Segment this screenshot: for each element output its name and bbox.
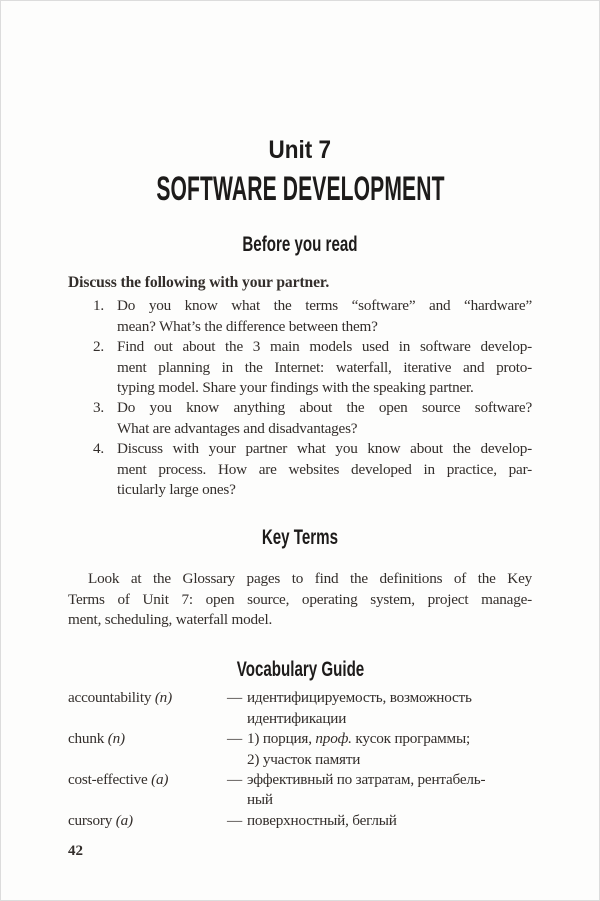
vocabulary-guide-text: Vocabulary Guide: [236, 658, 364, 682]
page-content: [1, 137, 599, 861]
text-line: идентифицируемость, возможность: [247, 689, 472, 707]
unit-title: [68, 172, 532, 207]
vocab-term: accountability (n): [68, 689, 172, 707]
question-number: 1.: [93, 297, 104, 315]
key-terms-text: Key Terms: [261, 526, 339, 550]
unit-number-heading: [68, 137, 532, 163]
text-line: Do you know what the terms “software” and “hardware”: [117, 297, 532, 315]
page-number: 42: [68, 843, 83, 860]
list-item: [68, 439, 532, 500]
text-line: mean? What’s the difference between them?: [117, 317, 378, 335]
text-line: typing model. Share your findings with the speaking partner.: [117, 378, 474, 396]
text-line: 1) порция, проф. кусок программы;: [247, 730, 470, 748]
question-text: [117, 439, 532, 500]
text-line: Do you know anything about the open source software?: [117, 399, 532, 417]
text-line: ment process. How are websites developed in practice, par-: [117, 460, 532, 478]
question-number: 2.: [93, 338, 104, 356]
vocab-translation: [247, 770, 532, 811]
vocab-term: chunk (n): [68, 730, 125, 748]
list-item: [68, 398, 532, 439]
text-line: поверхностный, беглый: [247, 811, 397, 829]
text-line: Terms of Unit 7: open source, operating system, project manage-: [68, 590, 532, 608]
question-text: [117, 296, 532, 337]
vocab-entry: [68, 770, 532, 811]
vocab-translation: [247, 688, 532, 729]
vocab-term: cost-effective (a): [68, 771, 169, 789]
vocab-entry: [68, 688, 532, 729]
key-terms-paragraph: [68, 569, 532, 630]
text-line: ment, scheduling, waterfall model.: [68, 611, 273, 629]
vocab-dash: —: [227, 771, 242, 789]
text-line: What are advantages and disadvantages?: [117, 419, 358, 437]
section-heading-vocabulary-guide: [68, 659, 532, 681]
vocab-dash: —: [227, 730, 242, 748]
question-number: 4.: [93, 440, 104, 458]
text-line: Look at the Glossary pages to find the definitions of the Key: [88, 570, 532, 588]
list-item: [68, 337, 532, 398]
before-you-read-text: Before you read: [242, 233, 358, 256]
vocab-dash: —: [227, 689, 242, 707]
vocabulary-list: [68, 688, 532, 831]
question-number: 3.: [93, 399, 104, 417]
text-line: ный: [247, 791, 273, 809]
text-line: эффективный по затратам, рентабель-: [247, 771, 486, 789]
text-line: Discuss with your partner what you know about the develop-: [117, 440, 532, 458]
text-line: идентификации: [247, 709, 347, 727]
section-heading-before-you-read: [68, 234, 532, 256]
question-text: [117, 337, 532, 398]
section-heading-key-terms: [68, 527, 532, 549]
text-line: ment planning in the Internet: waterfall, iterative and proto-: [117, 358, 532, 376]
discussion-questions: [68, 296, 532, 500]
text-line: 2) участок памяти: [247, 750, 361, 768]
unit-title-text: SOFTWARE DEVELOPMENT: [156, 170, 445, 208]
vocab-entry: [68, 811, 532, 831]
vocab-dash: —: [227, 811, 242, 829]
question-text: [117, 398, 532, 439]
vocab-entry: [68, 729, 532, 770]
vocab-translation: [247, 729, 532, 770]
text-line: Find out about the 3 main models used in software develop-: [117, 338, 532, 356]
instruction-text: Discuss the following with your partner.: [68, 274, 330, 291]
vocab-term: cursory (a): [68, 811, 133, 829]
text-line: ticularly large ones?: [117, 480, 236, 498]
vocab-translation: [247, 811, 532, 831]
list-item: [68, 296, 532, 337]
unit-number-text: Unit 7: [268, 136, 332, 164]
